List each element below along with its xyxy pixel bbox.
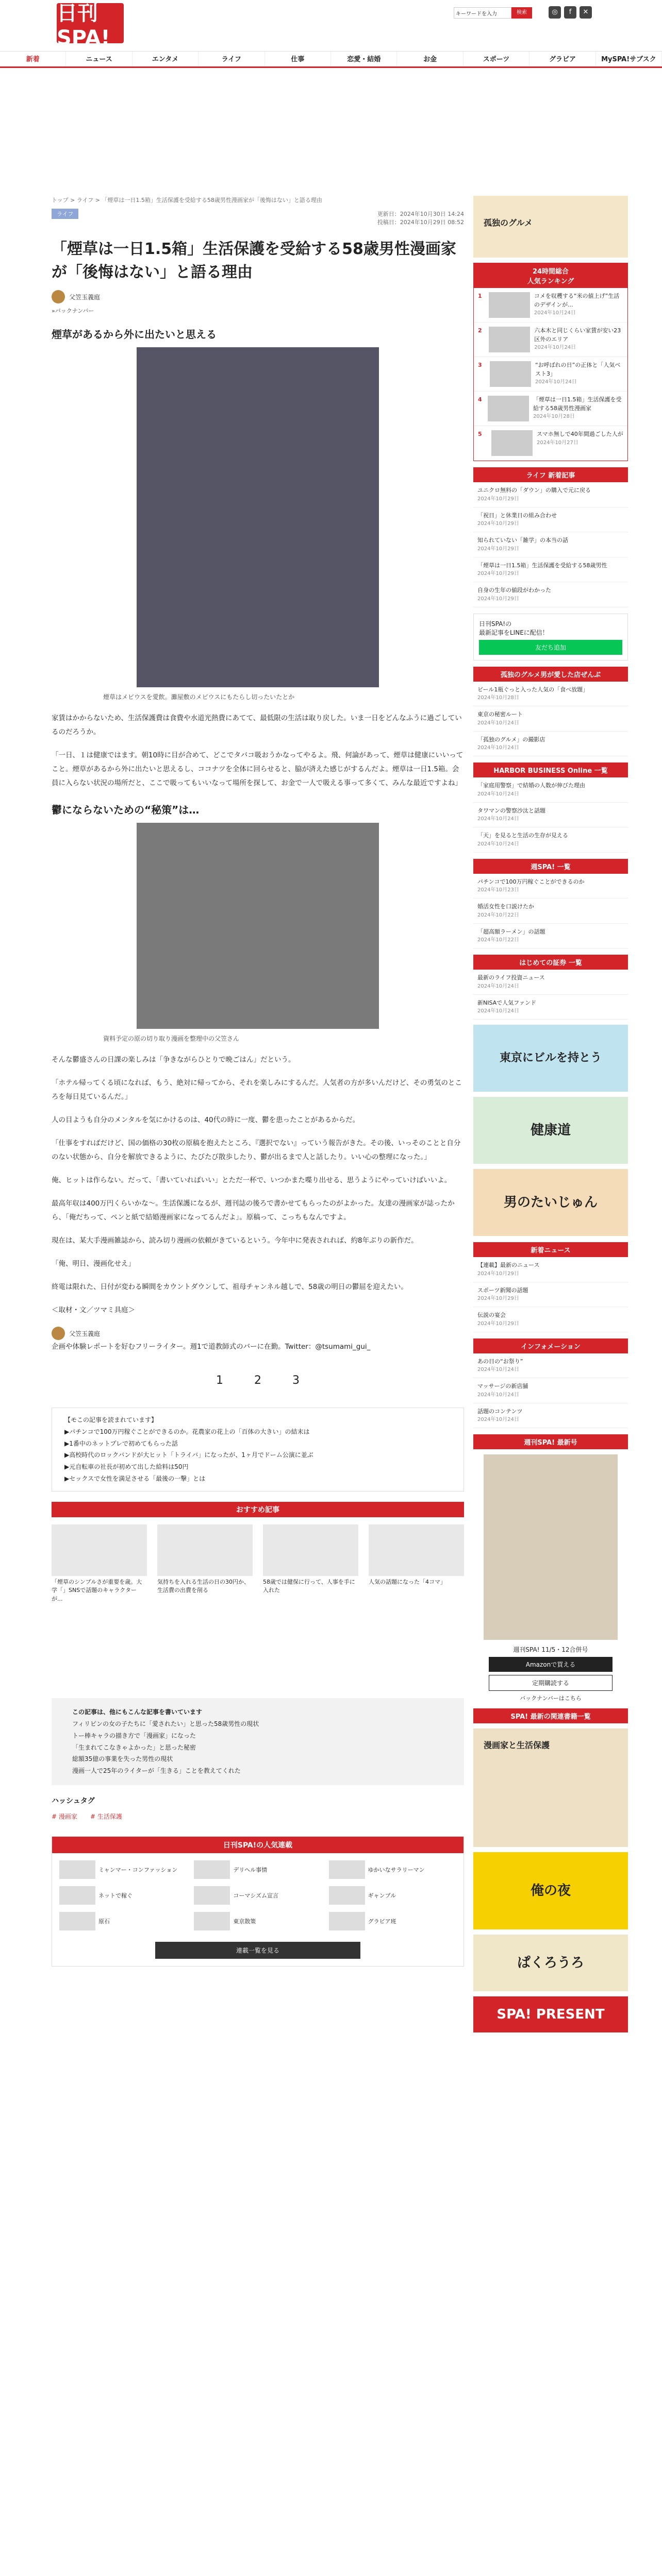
spa-text: パチンコで100万円稼ぐことができるのか bbox=[477, 878, 585, 885]
serial-grid bbox=[52, 1853, 464, 1938]
recommend-item[interactable] bbox=[52, 1524, 147, 1604]
ranking-date: 2024年10月27日 bbox=[537, 439, 578, 446]
article-credit: ＜取材・文／ツマミ具庭＞ bbox=[52, 1306, 135, 1314]
gourmet-date: 2024年10月24日 bbox=[477, 720, 519, 726]
ranking-text: 「煙草は一日1.5箱」生活保護を受給する58歳男性漫画家 bbox=[533, 396, 622, 412]
paragraph: 最高年収は400万円くらいかな〜。生活保護になるが、週刊誌の後ろで書かせてもらったのがよかった。友達の漫画家が誌ったから、「俺だちって、ペンと紙で結婚漫画家になってるんだよ」。原稿って、こっちもなんですよ。 bbox=[52, 1199, 455, 1222]
info-date: 2024年10月24日 bbox=[477, 1367, 519, 1372]
updated-date: 更新日：2024年10月30日 14:24 bbox=[377, 211, 464, 217]
recommend-thumb bbox=[369, 1524, 464, 1576]
nav-money[interactable]: お金 bbox=[397, 52, 463, 66]
facebook-icon[interactable]: f bbox=[564, 6, 576, 19]
gourmet-text: 東京の秘密ルート bbox=[477, 711, 523, 718]
info-heading: インフォメーション bbox=[473, 1338, 628, 1353]
spa-item[interactable] bbox=[473, 874, 628, 899]
site-header bbox=[0, 0, 662, 52]
backnumber-link[interactable]: »バックナンバー bbox=[52, 308, 94, 314]
gourmet-date: 2024年10月24日 bbox=[477, 745, 519, 751]
serial-thumb bbox=[59, 1886, 95, 1905]
serial-label: グラビア班 bbox=[368, 1918, 396, 1925]
news-date: 2024年10月29日 bbox=[477, 1270, 519, 1277]
ranking-date: 2024年10月28日 bbox=[533, 414, 575, 419]
life-date: 2024年10月29日 bbox=[477, 496, 519, 502]
related-link[interactable]: ▶元自転車の社長が初めて出した給料は50円 bbox=[64, 1463, 189, 1471]
article-main bbox=[52, 196, 464, 1967]
book-banner-2[interactable]: 俺の夜 bbox=[473, 1852, 628, 1929]
ranking-text: 六本木と同じくらい家賃が安い23区外のエリア bbox=[534, 327, 621, 343]
news-date: 2024年10月29日 bbox=[477, 1320, 519, 1327]
info-text: あの日の“お祭り” bbox=[477, 1358, 523, 1365]
rank-number: 4 bbox=[478, 396, 482, 403]
author-article-link[interactable]: フィリピンの女の子たちに「愛されたい」と思った58歳男性の現状 bbox=[72, 1720, 259, 1728]
life-date: 2024年10月29日 bbox=[477, 571, 519, 577]
books-heading: SPA! 最新の関連書籍一覧 bbox=[473, 1708, 628, 1723]
author-article-link[interactable]: トー棒キャラの描き方で「漫画家」になった bbox=[72, 1732, 196, 1739]
ranking-thumb bbox=[491, 430, 533, 456]
health-banner[interactable]: 健康道 bbox=[473, 1097, 628, 1164]
ranking-thumb bbox=[490, 361, 531, 387]
men-banner[interactable]: 男のたいじゅん bbox=[473, 1169, 628, 1236]
serial-item[interactable] bbox=[329, 1860, 456, 1879]
life-item[interactable] bbox=[473, 557, 628, 583]
serial-item[interactable] bbox=[194, 1912, 321, 1930]
ad-title: 孤独のグルメ bbox=[484, 218, 533, 228]
ranking-thumb bbox=[489, 327, 530, 352]
info-item[interactable] bbox=[473, 1403, 628, 1429]
rank-number: 3 bbox=[478, 362, 482, 368]
spa-date: 2024年10月22日 bbox=[477, 912, 519, 918]
recommend-text: 58歳では健保に行って、人事を手に入れた bbox=[263, 1578, 355, 1594]
line-subtitle: 最新記事をLINEに配信！ bbox=[479, 629, 549, 636]
news-text: スポーツ新聞の話題 bbox=[477, 1286, 528, 1294]
paragraph: 「一日、１は健康ではます。朝10時に目が合めて、どこでタバコ吸おうかなってやるよ。飛、何論があって、煙草は健康にいいってこと。煙草があるから外に出たいと思えるし、ココナツを全体に回らせると、脇が済えた感じがするんだよ。煙草は一日1.5箱。会員に入らない状況の場所だと、ここで吸ってもいいなって場所を探して、お金で一人で吸える事って多くて、みんな最近ですよね」 bbox=[52, 751, 464, 787]
related-articles bbox=[52, 1408, 464, 1492]
gourmet-text: ビール1瓶ぐっと入った人気の「食べ放題」 bbox=[477, 686, 589, 693]
harbor-date: 2024年10月24日 bbox=[477, 841, 519, 847]
related-link[interactable]: ▶1番中のネットプレで初めてもらった話 bbox=[64, 1439, 178, 1447]
sidebar bbox=[473, 196, 628, 2032]
serial-item[interactable] bbox=[59, 1860, 187, 1879]
harbor-text: タワマンの警察沙汰と話題 bbox=[477, 807, 545, 814]
nav-gravure[interactable]: グラビア bbox=[529, 52, 595, 66]
author-articles-box bbox=[52, 1698, 464, 1785]
ranking-subtitle: 人気ランキング bbox=[527, 278, 574, 285]
section-heading-1: 煙草があるから外に出たいと思える bbox=[52, 328, 217, 341]
paragraph: 人の目ようも自分のメンタルを気にかけるのは、40代の時に一度、鬱を患ったことがあるからだ。 bbox=[52, 1116, 360, 1124]
life-text: 「祝日」と休業日の組み合わせ bbox=[477, 512, 557, 519]
harbor-heading: HARBOR BUSINESS Online 一覧 bbox=[473, 762, 628, 777]
info-item[interactable] bbox=[473, 1353, 628, 1379]
article-title: 「煙草は一日1.5箱」生活保護を受給する58歳男性漫画家が「後悔はない」と語る理由 bbox=[52, 240, 456, 281]
life-date: 2024年10月29日 bbox=[477, 596, 519, 602]
life-item[interactable] bbox=[473, 582, 628, 607]
building-banner[interactable]: 東京にビルを持とう bbox=[473, 1025, 628, 1092]
related-link[interactable]: ▶セックスで女性を満足させる「最後の一撃」とは bbox=[64, 1475, 206, 1482]
serial-item[interactable] bbox=[329, 1912, 456, 1930]
paragraph: 「仕事をすればだけど、国の価格の30枚の原稿を抱えたところ、『選択でない』っていう報告がきた。その後、いっそのことと自分のない状態から、自分を解放できるように、たびたび散歩したり、鬱が出るまで人と話したり。いい心の整理になった。」 bbox=[52, 1139, 461, 1161]
ranking-text: “お呼ばれの日”の正体と「人気ベスト3」 bbox=[535, 362, 621, 377]
life-heading: ライフ 新着記事 bbox=[473, 467, 628, 482]
recommend-text: 「煙草のシンプルさが重要を歳。大学「」SNSで話題のキャラクターが... bbox=[52, 1578, 142, 1602]
serial-thumb bbox=[329, 1912, 365, 1930]
info-date: 2024年10月24日 bbox=[477, 1392, 519, 1398]
ranking-item[interactable] bbox=[474, 323, 627, 357]
serial-thumb bbox=[329, 1860, 365, 1879]
harbor-text: 「家庭用警察」で結婚の人数が伸びた理由 bbox=[477, 782, 585, 789]
news-date: 2024年10月29日 bbox=[477, 1296, 519, 1301]
x-icon[interactable]: ✕ bbox=[580, 6, 592, 19]
info-item[interactable] bbox=[473, 1378, 628, 1403]
recommend-thumb bbox=[157, 1524, 253, 1576]
nav-new[interactable]: 新着 bbox=[0, 52, 66, 66]
serial-item[interactable] bbox=[194, 1886, 321, 1905]
hashtag-heading: ハッシュタグ bbox=[52, 1797, 95, 1806]
serial-label: ギャンブル bbox=[368, 1892, 396, 1900]
harbor-date: 2024年10月24日 bbox=[477, 791, 519, 797]
serial-label: コーマシズム宣言 bbox=[233, 1892, 278, 1900]
author-bio: 企画や体験レポートを好むフリーライター。週1で道教師式のバーに在勤。Twitter：@tsumami_gui_ bbox=[52, 1343, 371, 1351]
paragraph: 「俺、明日、漫画化せえ」 bbox=[52, 1260, 135, 1268]
news-text: 伝説の宴会 bbox=[477, 1312, 506, 1318]
recommend-thumb bbox=[52, 1524, 147, 1576]
ranking-item[interactable] bbox=[474, 426, 627, 461]
section-heading-2: 鬱にならないための“秘策”は… bbox=[52, 804, 200, 816]
recommend-thumb bbox=[263, 1524, 358, 1576]
info-date: 2024年10月24日 bbox=[477, 1417, 519, 1422]
serial-label: 東京散策 bbox=[233, 1918, 256, 1925]
paragraph: 「ホテル帰ってくる頃になれば、もう、絶対に帰ってから、それを楽しみにするんだ。人気者の方が多いんだけど、その勇気のところを毎日見ているんだ。」 bbox=[52, 1079, 462, 1101]
life-text: ユニクロ無料の「ダウン」の購入で元に戻る bbox=[477, 487, 591, 494]
beginner-text: 最新のライフ投資ニュース bbox=[477, 974, 545, 981]
serial-label: ミャンマー・コンファッション bbox=[98, 1867, 178, 1874]
serial-more-button[interactable]: 連載一覧を見る bbox=[155, 1942, 360, 1959]
harbor-item[interactable] bbox=[473, 803, 628, 828]
ranking-heading bbox=[474, 263, 627, 288]
spa-text: 「超高額ラーメン」の話題 bbox=[477, 928, 545, 935]
paragraph: 終電は限れた、日付が変わる瞬間をカウントダウンして、祖母チャンネル越しで、58歳の明日の鬱屈を迎えたい。 bbox=[52, 1283, 408, 1291]
serial-item[interactable] bbox=[59, 1886, 187, 1905]
line-label: 日刊SPA!の bbox=[479, 620, 512, 628]
book-banner-3[interactable]: ぱくろうろ bbox=[473, 1935, 628, 1991]
author-box[interactable] bbox=[52, 1327, 464, 1340]
breadcrumb[interactable]: トップ > ライフ > 「煙草は一日1.5箱」生活保護を受給する58歳男性漫画家が「後悔はない」と語る理由 bbox=[52, 197, 322, 204]
ranking-date: 2024年10月24日 bbox=[534, 345, 576, 350]
search-button[interactable]: 検索 bbox=[511, 7, 532, 19]
category-tag[interactable]: ライフ bbox=[52, 209, 78, 219]
page-3[interactable]: 3 bbox=[292, 1374, 300, 1387]
spa-item[interactable] bbox=[473, 924, 628, 949]
published-date: 投稿日：2024年10月29日 08:52 bbox=[377, 219, 464, 226]
rank-number: 2 bbox=[478, 327, 482, 334]
nav-entertainment[interactable]: エンタメ bbox=[133, 52, 198, 66]
beginner-date: 2024年10月24日 bbox=[477, 983, 519, 989]
spa-item[interactable] bbox=[473, 899, 628, 924]
life-date: 2024年10月29日 bbox=[477, 521, 519, 527]
spa-date: 2024年10月22日 bbox=[477, 937, 519, 943]
article-photo-1 bbox=[137, 347, 379, 687]
subscribe-button[interactable]: 定期購読する bbox=[489, 1675, 613, 1691]
harbor-date: 2024年10月24日 bbox=[477, 816, 519, 822]
gourmet-item[interactable] bbox=[473, 682, 628, 707]
gourmet-text: 「孤独のグルメ」の撮影店 bbox=[477, 736, 545, 743]
serial-ranking bbox=[52, 1836, 464, 1967]
author-row[interactable] bbox=[52, 290, 464, 303]
recommend-list bbox=[52, 1517, 464, 1611]
site-logo[interactable]: 日刊SPA! bbox=[57, 3, 124, 43]
book-banner-1[interactable]: 漫画家と生活保護 bbox=[473, 1728, 628, 1847]
weekly-cover-label: 週刊SPA! 11/5・12合併号 bbox=[513, 1646, 588, 1653]
recommend-text: 人気の話題になった「4コマ」 bbox=[369, 1578, 446, 1585]
life-text: 「煙草は一日1.5箱」生活保護を受給する58歳男性 bbox=[477, 562, 607, 569]
serial-item[interactable] bbox=[329, 1886, 456, 1905]
gourmet-item[interactable] bbox=[473, 706, 628, 732]
rank-number: 5 bbox=[478, 431, 482, 437]
article-dates bbox=[52, 210, 464, 226]
serial-thumb bbox=[194, 1860, 230, 1879]
nav-life[interactable]: ライフ bbox=[198, 52, 264, 66]
recommend-item[interactable] bbox=[369, 1524, 464, 1604]
pagination bbox=[52, 1369, 464, 1392]
ranking-thumb bbox=[488, 396, 529, 421]
news-text: 【連載】最新のニュース bbox=[477, 1262, 540, 1268]
hashtag-link[interactable]: # 生活保護 bbox=[90, 1813, 122, 1821]
author-article-link[interactable]: 「生まれてこなきゃよかった」と思った秘密 bbox=[72, 1743, 196, 1751]
main-nav bbox=[0, 52, 662, 68]
life-item[interactable] bbox=[473, 482, 628, 507]
photo-caption-2: 資料予定の原の切り取り漫画を整理中の父笠さん bbox=[103, 1035, 240, 1042]
paragraph: 俺、ヒットは作らない。だって、「書いていればいい」とただ一杯で、いつかまた喋り出せる、思うようにやっていけばいいよ。 bbox=[52, 1176, 452, 1184]
author-avatar-small bbox=[52, 1327, 65, 1340]
ranking-title: 24時間総合 bbox=[532, 268, 569, 276]
ranking-thumb bbox=[489, 292, 530, 318]
ranking-date: 2024年10月24日 bbox=[535, 379, 577, 385]
ranking-item[interactable] bbox=[474, 392, 627, 426]
harbor-text: 「天」を見ると生活の生存が見える bbox=[477, 832, 568, 839]
recommend-heading: おすすめ記事 bbox=[52, 1502, 464, 1517]
nav-love[interactable]: 恋愛・結婚 bbox=[331, 52, 397, 66]
recommend-item[interactable] bbox=[263, 1524, 358, 1604]
backnumber-link[interactable]: バックナンバーはこちら bbox=[520, 1695, 582, 1702]
spa-heading: 週SPA! 一覧 bbox=[473, 859, 628, 874]
serial-label: ネットで稼ぐ bbox=[98, 1892, 133, 1900]
nav-subscription[interactable]: MySPA!サブスク bbox=[596, 52, 662, 66]
serial-heading: 日刊SPA!の人気連載 bbox=[52, 1837, 464, 1853]
info-text: マッサージの新店舗 bbox=[477, 1383, 528, 1389]
hashtag-link[interactable]: # 漫画家 bbox=[52, 1813, 77, 1821]
gourmet-date: 2024年10月28日 bbox=[477, 695, 519, 701]
weekly-heading: 週刊SPA! 最新号 bbox=[473, 1434, 628, 1449]
ranking-date: 2024年10月24日 bbox=[534, 310, 576, 316]
line-box bbox=[473, 614, 628, 660]
photo-caption-1: 煙草はメビウスを愛飲。灘屋敷のメビウスにもたらし切ったいたとか bbox=[103, 693, 295, 701]
recommend-item[interactable] bbox=[157, 1524, 253, 1604]
beginner-item[interactable] bbox=[473, 995, 628, 1020]
serial-item[interactable] bbox=[59, 1912, 187, 1930]
serial-thumb bbox=[329, 1886, 365, 1905]
serial-thumb bbox=[59, 1912, 95, 1930]
serial-label: デリヘル事情 bbox=[233, 1867, 268, 1874]
harbor-item[interactable] bbox=[473, 827, 628, 853]
serial-thumb bbox=[194, 1912, 230, 1930]
instagram-icon[interactable]: ◎ bbox=[549, 6, 561, 19]
serial-thumb bbox=[59, 1860, 95, 1879]
beginner-item[interactable] bbox=[473, 970, 628, 995]
ranking-text: スマホ無しで40年間過ごした人が bbox=[537, 431, 623, 437]
recommend-text: 気持ちを入れる生活の日の30円か、生活費の出費を削る bbox=[157, 1578, 250, 1594]
ranking-item[interactable] bbox=[474, 357, 627, 392]
paragraph: 現在は、某大手漫画雑誌から、読み切り漫画の依頼がきているという。今年中に発表されれば、約8年ぶりの新作だ。 bbox=[52, 1236, 418, 1245]
nav-news[interactable]: ニュース bbox=[66, 52, 132, 66]
nav-work[interactable]: 仕事 bbox=[265, 52, 331, 66]
life-text: 知られていない「雑学」の本当の話 bbox=[477, 537, 568, 544]
related-link[interactable]: ▶高校時代のロックバンドが大ヒット「トライバ」になったが、1ヶ月でドーム公演に並ぶ bbox=[64, 1451, 313, 1459]
page-2[interactable]: 2 bbox=[254, 1374, 261, 1387]
news-item[interactable] bbox=[473, 1307, 628, 1332]
serial-item[interactable] bbox=[194, 1860, 321, 1879]
beginner-text: 新NISAで人気ファンド bbox=[477, 999, 536, 1006]
search-input[interactable]: キーワードを入力 bbox=[454, 7, 511, 19]
nav-sports[interactable]: スポーツ bbox=[464, 52, 529, 66]
gourmet-item[interactable] bbox=[473, 732, 628, 757]
spa-text: 婚活女性を口説けたか bbox=[477, 903, 534, 910]
hashtag-list bbox=[52, 1811, 464, 1821]
ranking-item[interactable] bbox=[474, 288, 627, 323]
rank-number: 1 bbox=[478, 293, 482, 299]
author-articles-title: この記事は、他にもこんな記事を書いています bbox=[72, 1708, 203, 1716]
life-text: 自身の生年の値段がわかった bbox=[477, 587, 551, 594]
info-text: 話題のコンテンツ bbox=[477, 1408, 523, 1415]
serial-thumb bbox=[194, 1886, 230, 1905]
page-1[interactable]: 1 bbox=[216, 1374, 223, 1387]
author-article-link[interactable]: 総額35億の事業を失った男性の現状 bbox=[72, 1755, 173, 1763]
related-link[interactable]: ▶パチンコで100万円稼ぐことができるのか。花農家の花上の「百体の大きい」の結末は bbox=[64, 1428, 310, 1435]
news-item[interactable] bbox=[473, 1282, 628, 1308]
gourmet-heading: 孤独のグルメ男が愛した店ぜんぶ bbox=[473, 667, 628, 682]
author-name[interactable]: 父笠玉義庭 bbox=[69, 293, 101, 301]
beginner-date: 2024年10月24日 bbox=[477, 1008, 519, 1014]
spa-date: 2024年10月23日 bbox=[477, 887, 519, 893]
life-date: 2024年10月29日 bbox=[477, 546, 519, 552]
ranking-text: コメを収穫する“米の値上げ”生活のデザインが... bbox=[534, 293, 620, 308]
serial-label: 原石 bbox=[98, 1918, 110, 1925]
article-photo-2 bbox=[137, 823, 379, 1029]
serial-label: ゆかいなサラリーマン bbox=[368, 1867, 425, 1874]
author-avatar bbox=[52, 290, 65, 303]
paragraph: 家賃はかからないため、生活保護費は食費や水道光熱費にあてて、最低限の生活は取り戻した。いま一日をどんなふうに過ごしているのだろうか。 bbox=[52, 714, 462, 736]
ranking-box bbox=[473, 263, 628, 461]
life-item[interactable] bbox=[473, 507, 628, 533]
line-add-button[interactable]: 友だち追加 bbox=[479, 640, 622, 655]
related-heading: 【モこの記事を読まれています】 bbox=[64, 1416, 158, 1423]
paragraph: そんな鬱盛さんの日課の楽しみは「争きながらひとりで晩ごはん」だという。 bbox=[52, 1056, 295, 1064]
news-heading: 新着ニュース bbox=[473, 1242, 628, 1257]
beginner-heading: はじめての証券 一覧 bbox=[473, 955, 628, 970]
present-banner[interactable]: SPA! PRESENT bbox=[473, 1996, 628, 2032]
news-item[interactable] bbox=[473, 1257, 628, 1282]
ad-banner[interactable] bbox=[473, 196, 628, 258]
author-article-link[interactable]: 漫画一人で25年のライターが「生きる」ことを教えてくれた bbox=[72, 1767, 241, 1775]
harbor-item[interactable] bbox=[473, 777, 628, 803]
author-name-footer[interactable]: 父笠玉義庭 bbox=[69, 1330, 101, 1337]
weekly-cover[interactable] bbox=[484, 1454, 618, 1640]
amazon-button[interactable]: Amazonで買える bbox=[489, 1657, 613, 1672]
life-item[interactable] bbox=[473, 532, 628, 557]
